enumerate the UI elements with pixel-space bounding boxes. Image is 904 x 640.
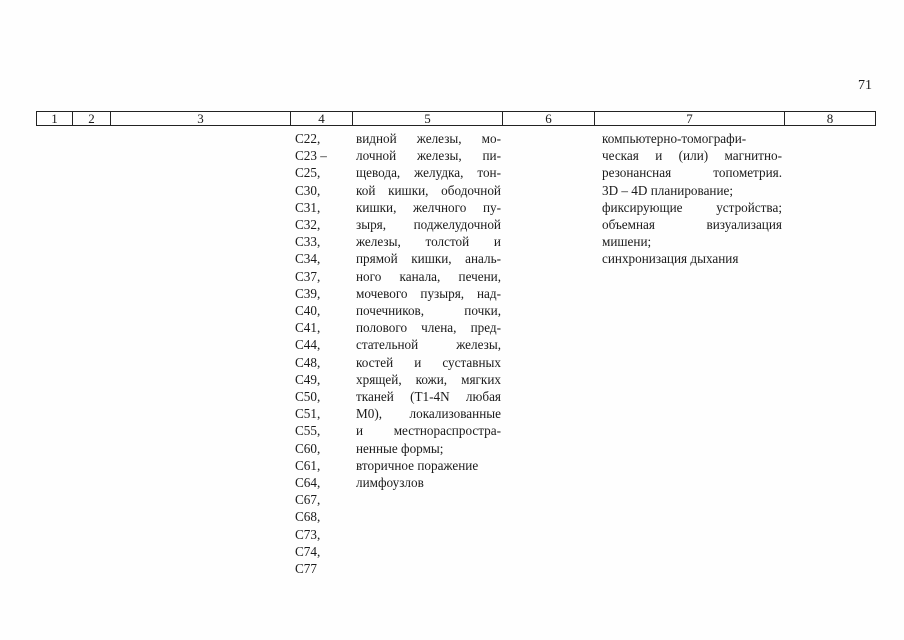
method-line: 3D – 4D планирование; <box>602 182 734 198</box>
icd-code: C30, <box>295 182 321 198</box>
description-line: и местнораспростра- <box>356 423 501 439</box>
method-column <box>602 130 782 268</box>
icd-code: C41, <box>295 320 321 336</box>
header-col-3: 3 <box>111 112 291 125</box>
icd-code: C22, <box>295 131 321 146</box>
icd-code: C67, <box>295 492 321 508</box>
description-line: щевода, желудка, тон- <box>356 165 501 181</box>
header-col-2: 2 <box>73 112 111 125</box>
icd-code: C48, <box>295 354 321 370</box>
icd-code: C37, <box>295 268 321 284</box>
method-line: ческая и (или) магнитно- <box>602 148 782 164</box>
description-line: ненные формы; <box>356 440 444 456</box>
description-line: почечников, почки, <box>356 303 501 319</box>
method-line: фиксирующие устройства; <box>602 199 782 215</box>
header-col-4: 4 <box>291 112 353 125</box>
description-line: видной железы, мо- <box>356 131 501 146</box>
description-line: мочевого пузыря, над- <box>356 285 501 301</box>
header-col-5: 5 <box>353 112 503 125</box>
table-header-row <box>36 111 876 126</box>
description-line: костей и суставных <box>356 354 501 370</box>
icd-code: C60, <box>295 440 321 456</box>
icd-code: C77 <box>295 561 317 577</box>
icd-codes-column <box>295 130 347 577</box>
description-line: тканей (T1-4N любая <box>356 389 501 405</box>
description-line: ного канала, печени, <box>356 268 501 284</box>
diagnosis-description-column <box>356 130 501 491</box>
description-line: зыря, поджелудочной <box>356 217 501 233</box>
description-line: вторичное поражение <box>356 457 479 473</box>
description-line: кой кишки, ободочной <box>356 182 501 198</box>
description-line: M0), локализованные <box>356 406 501 422</box>
icd-code: C49, <box>295 371 321 387</box>
icd-code: C51, <box>295 406 321 422</box>
method-line: компьютерно-томографи- <box>602 131 747 146</box>
page-number: 71 <box>858 78 872 93</box>
icd-code: C55, <box>295 423 321 439</box>
icd-code: C23 – <box>295 148 327 164</box>
icd-code: C39, <box>295 285 321 301</box>
icd-code: C61, <box>295 457 321 473</box>
header-col-7: 7 <box>595 112 785 125</box>
header-col-6: 6 <box>503 112 595 125</box>
icd-code: C73, <box>295 526 321 542</box>
icd-code: C40, <box>295 303 321 319</box>
icd-code: C25, <box>295 165 321 181</box>
method-line: синхронизация дыхания <box>602 251 739 267</box>
description-line: хрящей, кожи, мягких <box>356 371 501 387</box>
icd-code: C34, <box>295 251 321 267</box>
icd-code: C68, <box>295 509 321 525</box>
description-line: лимфоузлов <box>356 475 424 491</box>
header-col-8: 8 <box>826 111 834 126</box>
method-line: мишени; <box>602 234 652 250</box>
icd-code: C74, <box>295 543 321 559</box>
description-line: кишки, желчного пу- <box>356 199 501 215</box>
icd-code: C50, <box>295 389 321 405</box>
method-line: резонансная топометрия. <box>602 165 782 181</box>
description-line: железы, толстой и <box>356 234 501 250</box>
icd-code: C31, <box>295 199 321 215</box>
icd-code: C44, <box>295 337 321 353</box>
header-col-1: 1 <box>37 112 73 125</box>
description-line: полового члена, пред- <box>356 320 501 336</box>
icd-code: C33, <box>295 234 321 250</box>
icd-code: C32, <box>295 217 321 233</box>
method-line: объемная визуализация <box>602 217 782 233</box>
description-line: лочной железы, пи- <box>356 148 501 164</box>
description-line: прямой кишки, аналь- <box>356 251 501 267</box>
description-line: стательной железы, <box>356 337 501 353</box>
icd-code: C64, <box>295 475 321 491</box>
